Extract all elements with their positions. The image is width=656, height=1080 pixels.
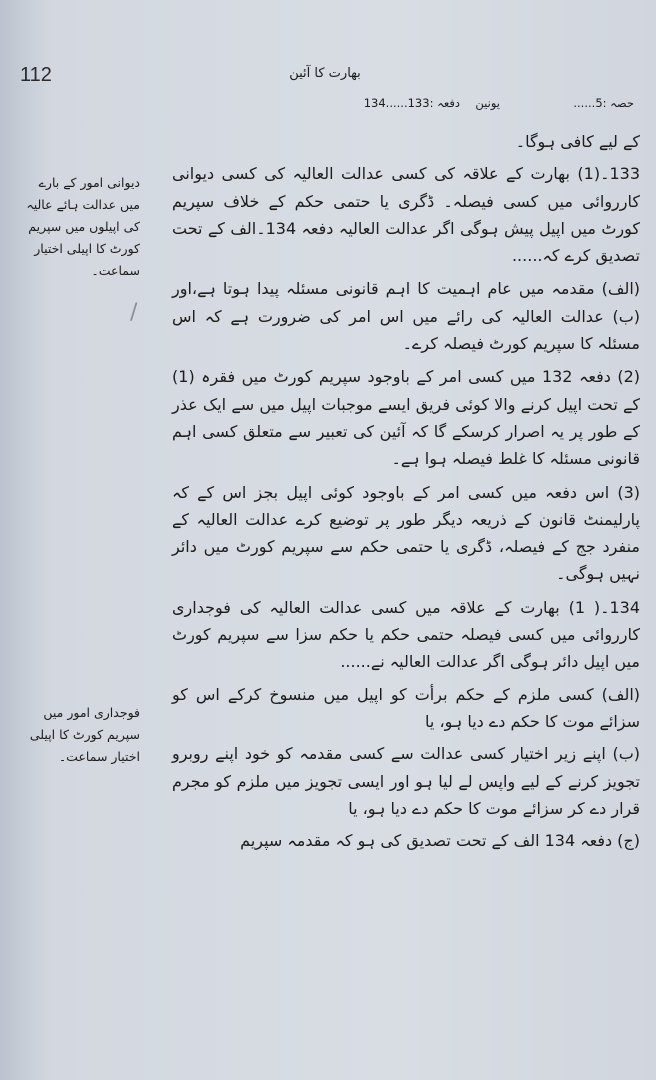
main-text-column <box>172 128 640 859</box>
page-number: 112 <box>20 64 52 86</box>
paragraph: کے لیے کافی ہوگا۔ <box>515 132 640 151</box>
pen-mark: / <box>130 300 138 325</box>
paragraph: (الف) مقدمہ میں عام اہمیت کا اہم قانونی مسئلہ پیدا ہوتا ہے،اور (ب) عدالت العالیہ کی رائے میں اس امر کی ضرورت ہے کہ اس مسئلہ کا سپریم کورٹ فیصلہ کرے۔ <box>172 279 640 354</box>
paragraph: (ج) دفعہ 134 الف کے تحت تصدیق کی ہو کہ مقدمہ سپریم <box>240 831 640 851</box>
paragraph: (2) دفعہ 132 میں کسی امر کے باوجود سپریم کورٹ میں فقرہ (1) کے تحت اپیل کرنے والا کوئی فریق ایسے موجبات اپیل میں سے ایک عذر کے طور پر یہ اصرار کرسکے گا کہ آئین کی تعبیر سے متعلق کسی اہم قانونی مسئلہ کا غلط فیصلہ ہوا ہے۔ <box>172 367 641 469</box>
paragraph: 134۔( 1) بھارت کے علاقہ میں کسی عدالت العالیہ کی فوجداری کارروائی میں کسی فیصلہ حتمی حکم یا حکم سزا سے سپریم کورٹ میں اپیل دائر ہوگی اگر عدالت العالیہ نے...... <box>172 597 640 672</box>
running-header <box>300 96 640 114</box>
header-sections: دفعہ :133......134 <box>363 96 460 110</box>
paragraph: (3) اس دفعہ میں کسی امر کے باوجود کوئی اپیل بجز اس کے کہ پارلیمنٹ قانون کے ذریعہ دیگر طور پر توضیع کرے عدالت العالیہ کے منفرد جج کے فیصلہ، ڈگری یا حتمی حکم سے سپریم کورٹ میں دائر نہیں ہوگی۔ <box>172 482 640 584</box>
book-title: بھارت کا آئین <box>289 66 361 81</box>
header-part: حصہ :5...... <box>573 96 634 110</box>
paragraph: (الف) کسی ملزم کے حکم برأت کو اپیل میں منسوخ کرکے اس کو سزائے موت کا حکم دے دیا ہو، یا <box>172 684 640 731</box>
header-union: یونین <box>475 96 500 110</box>
paragraph: (ب) اپنے زیر اختیار کسی عدالت سے کسی مقدمہ کو خود اپنے روبرو تجویز کرنے کے لیے واپس لے لیا ہو اور ایسی تجویز میں ملزم کو مجرم قرار دے کر سزائے موت کا حکم دے دیا ہو، یا <box>172 744 640 818</box>
margin-note-criminal-appeals: فوجداری امور میں سپریم کورٹ کا اپیلی اختیار سماعت۔ <box>29 705 140 764</box>
margin-note-civil-appeals: دیوانی امور کے بارے میں عدالت ہائے عالیہ کی اپیلوں میں سپریم کورٹ کا اپیلی اختیار سماعت۔ <box>26 175 140 278</box>
paragraph: 133۔(1) بھارت کے علاقہ کی کسی عدالت العالیہ کی کسی دیوانی کارروائی میں کسی فیصلہ۔ ڈگری یا حتمی حکم کے خلاف سپریم کورٹ میں اپیل پیش ہوگی اگر عدالت العالیہ دفعہ 134۔الف کے تحت تصدیق کرے کہ...... <box>172 164 640 266</box>
